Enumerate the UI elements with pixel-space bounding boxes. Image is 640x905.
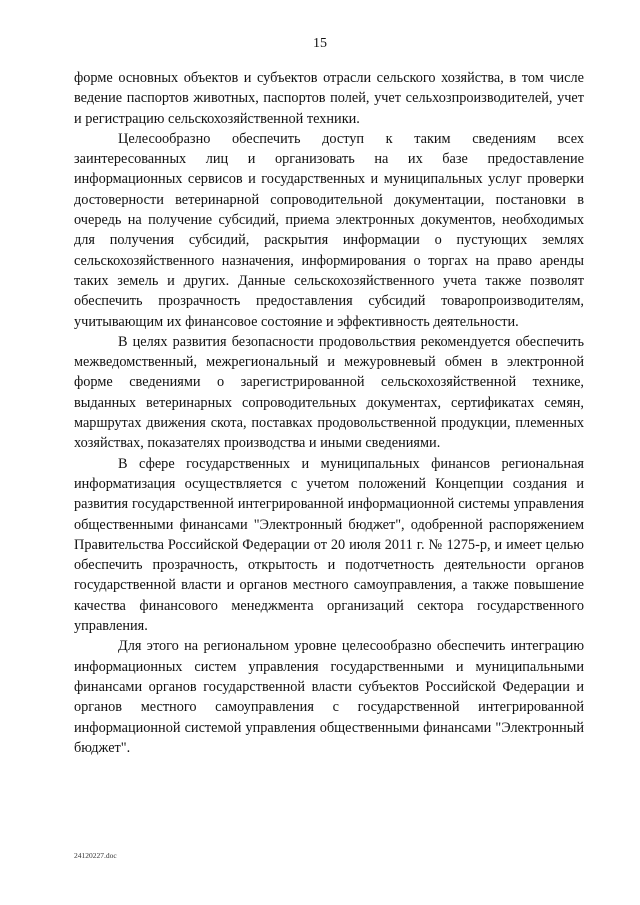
paragraph-continuation: форме основных объектов и субъектов отрасли сельского хозяйства, в том числе ведение паспортов животных, паспортов полей, учет сельхозпроизводителей, учет и регистрацию сельскохозяйственной техники. <box>74 70 584 127</box>
footer-document-code: 24120227.doc <box>74 851 117 860</box>
paragraph-electronic-budget: Для этого на региональном уровне целесообразно обеспечить интеграцию информационных систем управления государственными и муниципальными финансами органов государственной власти субъектов Российской Федерации и органов местного самоуправления с государственной интегрированной информационной системой управления общественными финансами "Электронный бюджет". <box>74 638 584 756</box>
document-body <box>74 68 584 758</box>
paragraph-food-security: В целях развития безопасности продовольствия рекомендуется обеспечить межведомственный, межрегиональный и межуровневый обмен в электронной форме сведениями о зарегистрированной сельскохозяйственной технике, выданных ветеринарных сопроводительных документах, сертификатах семян, маршрутах движения скота, поставках продовольственной продукции, племенных хозяйствах, показателях производства и иными сведениями. <box>74 333 584 452</box>
paragraph-agriculture-services: Целесообразно обеспечить доступ к таким сведениям всех заинтересованных лиц и организовать на их базе предоставление информационных сервисов и государственных и муниципальных услуг проверки достоверности ветеринарной сопроводительной документации, постановки в очередь на получение субсидий, приема электронных документов, необходимых для получения субсидий, раскрытия информации о пустующих землях сельскохозяйственного назначения, информирования о торгах на право аренды таких земель и других. Данные сельскохозяйственного учета также позволят обеспечить прозрачность предоставления субсидий товаропроизводителям, учитывающим их финансовое состояние и эффективность деятельности. <box>74 130 584 330</box>
page-number: 15 <box>313 36 327 51</box>
paragraph-public-finance: В сфере государственных и муниципальных финансов региональная информатизация осуществляется с учетом положений Концепции создания и развития государственной интегрированной информационной системы управления общественными финансами "Электронный бюджет", одобренной распоряжением Правительства Российской Федерации от 20 июля 2011 г. № 1275-р, и имеет целью обеспечить прозрачность, открытость и подотчетность деятельности органов государственной власти и органов местного самоуправления, а также повышение качества финансового менеджмента организаций сектора государственного управления. <box>74 455 584 635</box>
